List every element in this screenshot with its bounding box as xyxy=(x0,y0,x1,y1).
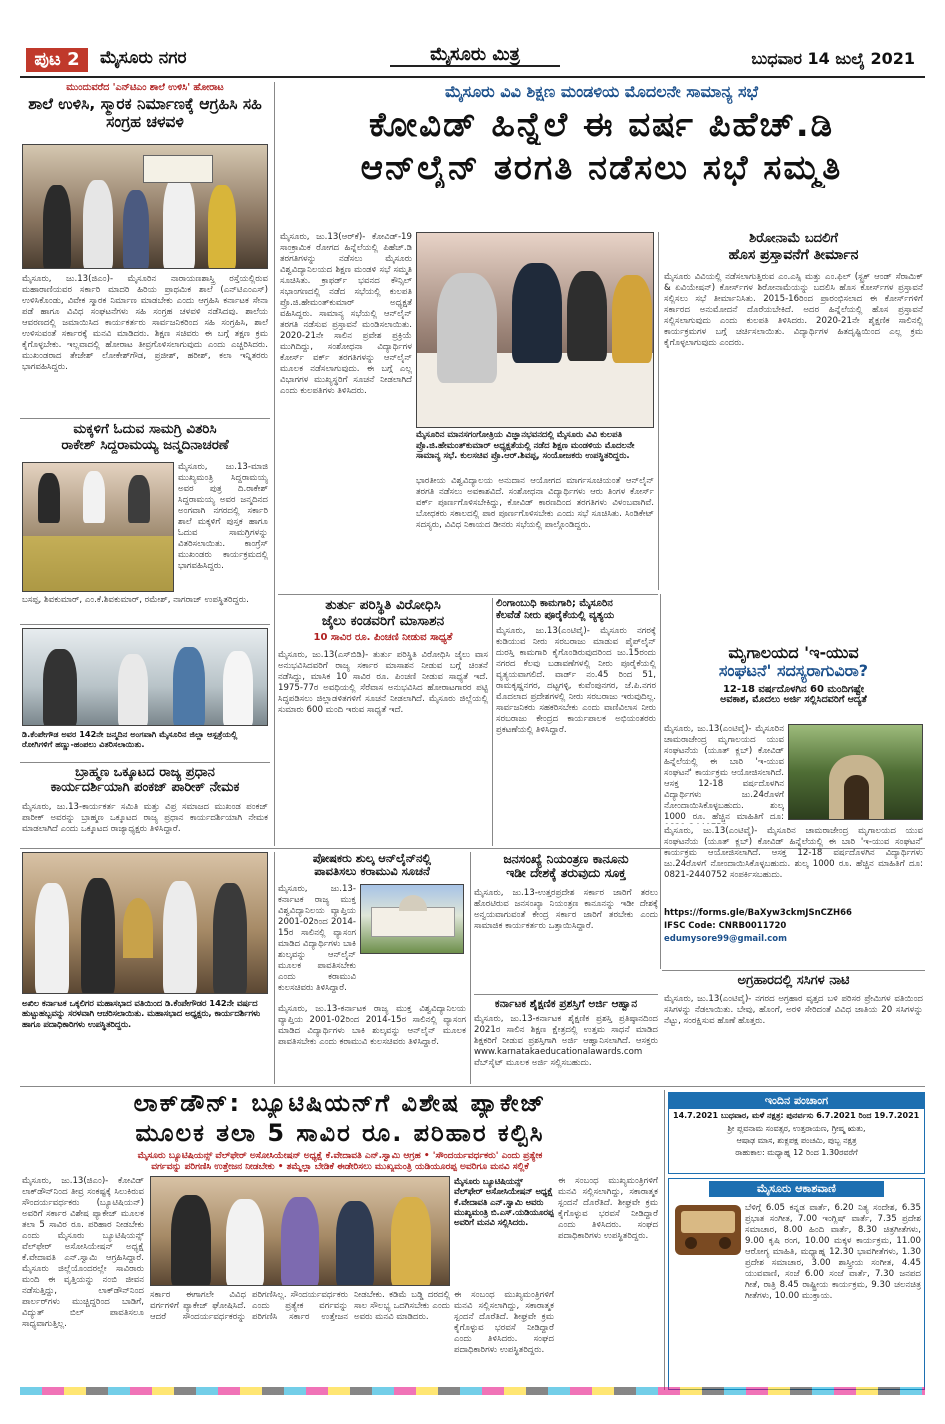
radio-title: ಮೈಸೂರು ಆಕಾಶವಾಣಿ xyxy=(709,1181,884,1197)
story-headline: ಮೃಗಾಲಯದ 'ಇ-ಯುವ xyxy=(728,643,859,662)
section-title: ಮೈಸೂರು ನಗರ xyxy=(100,48,187,68)
memorandum-photo xyxy=(150,1176,450,1286)
story-award xyxy=(474,998,658,1084)
story-headline: ಕೆಲವೆಡೆ ನೀರು ಪೂರೈಕೆಯಲ್ಲಿ ವ್ಯತ್ಯಯ xyxy=(496,609,615,621)
story-deck: ಮೈಸೂರು ಬ್ಯೂಟಿಷಿಯನ್ಸ್ ವೆಲ್‌ಫೇರ್ ಅಸೋಸಿಯೇಷನ್ ಅಧ್ಯಕ್ಷೆ ಕೆ.ವೇದಾವತಿ ಎನ್.ಸ್ವಾಮಿ ಆಗ್ರಹ • 'ಸೌಂದರ್ಯವರ್ಧಕರು' ಎಂದು ಪ್ರತ್ಯೇಕ xyxy=(137,1151,543,1162)
story-body: ಮೈಸೂರು, ಜು.13-ಮಾಜಿ ಮುಖ್ಯಮಂತ್ರಿ ಸಿದ್ದರಾಮಯ್ಯ ಅವರ ಪುತ್ರ ದಿ.ರಾಕೇಶ್ ಸಿದ್ದರಾಮಯ್ಯ ಅವರ ಜನ್ಮದಿನದ ಅಂಗವಾಗಿ ನಗರದಲ್ಲಿ ಸರ್ಕಾರಿ ಶಾಲೆ ಮಕ್ಕಳಿಗೆ ಪುಸ್ತಕ ಹಾಗೂ ಓದುವ ಸಾಮಗ್ರಿಗಳನ್ನು ವಿತರಿಸಲಾಯಿತು. ಕಾಂಗ್ರೆಸ್ ಮುಖಂಡರು ಕಾರ್ಯಕ್ರಮದಲ್ಲಿ ಭಾಗವಹಿಸಿದ್ದರು. xyxy=(178,462,268,571)
story-body: ಸರ್ಕಾರ ಈಗಾಗಲೇ ವಿವಿಧ ವರ್ಗಗಳಿಗೆ ಪ್ಯಾಕೇಜ್ ಘೋಷಿಸಿದೆ. ಆದರೆ ಸೌಂದರ್ಯವರ್ಧಕರನ್ನು ಪರಿಗಣಿಸಿಲ್ಲ. ಸೌಂದರ್ಯವರ್ಧಕರು ಎಂದು ಪ್ರತ್ಯೇಕ ವರ್ಗವನ್ನು ಪರಿಗಣಿಸಿ ಸರ್ಕಾರ ಉತ್ತೇಜನ ನೀಡಬೇಕು. ಕಡಿಮೆ ಬಡ್ಡಿ ದರದಲ್ಲಿ ಸಾಲ ಸೌಲಭ್ಯ ಒದಗಿಸಬೇಕು ಎಂದು ಅವರು ಮನವಿ ಮಾಡಿದರು. xyxy=(150,1290,450,1322)
ifsc-code: IFSC Code: CNRB0011720 xyxy=(664,921,787,931)
story-headline: ತುರ್ತು ಪರಿಸ್ಥಿತಿ ವಿರೋಧಿಸಿ xyxy=(325,597,441,613)
story-headline: ಮಕ್ಕಳಿಗೆ ಓದುವ ಸಾಮಗ್ರಿ ವಿತರಿಸಿ xyxy=(73,421,217,437)
story-headline: ಪೋಷಕರು ಶುಲ್ಕ ಆನ್‌ಲೈನ್‌ನಲ್ಲಿ xyxy=(312,851,432,865)
newspaper-page xyxy=(20,40,925,1395)
story-lead xyxy=(278,82,925,227)
story-headline: ಅಗ್ರಹಾರದಲ್ಲಿ ಸಸಿಗಳ ನಾಟಿ xyxy=(737,973,850,988)
story-headline: ರಾಕೇಶ್ ಸಿದ್ದರಾಮಯ್ಯ ಜನ್ಮದಿನಾಚರಣೆ xyxy=(61,436,229,453)
photo-caption: ಅಖಿಲ ಕರ್ನಾಟಕ ಒಕ್ಕಲಿಗರ ಮಹಾಸಭಾದ ವತಿಯಿಂದ ಡಿ.ಕೆಂಪೇಗೌಡರ 142ನೇ ವರ್ಷದ ಹುಟ್ಟುಹಬ್ಬವನ್ನು ಸರಳವಾಗಿ ಆಚರಿಸಲಾಯಿತು. ಮಹಾಸಭಾದ ಅಧ್ಯಕ್ಷರು, ಕಾರ್ಯದರ್ಶಿಗಳು ಹಾಗೂ ಪದಾಧಿಕಾರಿಗಳು ಉಪಸ್ಥಿತರಿದ್ದರು. xyxy=(22,998,261,1029)
story-headline: ಇಡೀ ದೇಶಕ್ಕೆ ತರುವುದು ಸೂಕ್ತ xyxy=(506,865,626,881)
lead-headline-line2: ಆನ್‌ಲೈನ್ ತರಗತಿ ನಡೆಸಲು ಸಭೆ ಸಮ್ಮತಿ xyxy=(360,149,843,189)
story-deck: ವರ್ಗವನ್ನು ಪರಿಗಣಿಸಿ ಉತ್ತೇಜನ ನೀಡಬೇಕು • ತಮ್ಮೆಲ್ಲಾ ಬೇಡಿಕೆ ಈಡೇರಿಸಲು ಮುಖ್ಯಮಂತ್ರಿ ಯಡಿಯೂರಪ್ಪ ಅವರಿಗೂ ಮನವಿ ಸಲ್ಲಿಕೆ xyxy=(151,1161,529,1172)
story-trees xyxy=(662,974,925,1082)
story-statue xyxy=(20,852,270,1084)
children-photo xyxy=(22,462,174,592)
story-headline: ಬ್ರಾಹ್ಮಣ ಒಕ್ಕೂಟದ ರಾಜ್ಯ ಪ್ರಧಾನ xyxy=(75,765,215,780)
panchanga-line: ಆಷಾಢ ಮಾಸ, ಶುಕ್ಲಪಕ್ಷ ಪಂಚಮಿ, ಪುಬ್ಬ ನಕ್ಷತ್ರ xyxy=(736,1136,857,1145)
story-headline: ಹೊಸ ಪ್ರಸ್ತಾವನೆಗೆ ತೀರ್ಮಾನ xyxy=(728,246,859,263)
lead-photo-caption: ಮೈಸೂರಿನ ಮಾನಸಗಂಗೋತ್ರಿಯ ವಿಜ್ಞಾನಭವನದಲ್ಲಿ ಮೈಸೂರು ವಿವಿ ಕುಲಪತಿ ಪ್ರೊ.ಜಿ.ಹೇಮಂತ್‌ಕುಮಾರ್ ಅಧ್ಯಕ್ಷತೆಯಲ್ಲಿ ನಡೆದ ಶಿಕ್ಷಣ ಮಂಡಳಿಯ ಮೊದಲನೇ ಸಾಮಾನ್ಯ ಸಭೆ. ಕುಲಸಚಿವ ಪ್ರೊ.ಆರ್.ಶಿವಪ್ಪ, ಸಂಯೋಜಕರು ಉಪಸ್ಥಿತರಿದ್ದರು. xyxy=(416,430,635,462)
color-registration-strip xyxy=(20,1387,925,1395)
story-body-more: ಮೈಸೂರು, ಜು.13-ಕರ್ನಾಟಕ ರಾಜ್ಯ ಮುಕ್ತ ವಿಶ್ವವಿದ್ಯಾನಿಲಯ ವ್ಯಾಪ್ತಿಯ 2001-02ರಿಂದ 2014-15ರ ಸಾಲಿನಲ್ಲಿ ವ್ಯಾಸಂಗ ಮಾಡಿದ ವಿದ್ಯಾರ್ಥಿಗಳು ಬಾಕಿ ಶುಲ್ಕವನ್ನು ಆನ್‌ಲೈನ್ ಮೂಲಕ ಪಾವತಿಸಬೇಕು ಎಂದು ಕರಾಮುವಿ ಕುಲಸಚಿವರು ತಿಳಿಸಿದ್ದಾರೆ. xyxy=(278,1004,466,1047)
newspaper-logo: ಮೈಸೂರು ಮಿತ್ರ xyxy=(390,44,560,67)
hospital-photo xyxy=(22,628,268,726)
story-books xyxy=(20,422,270,622)
story-body: ಮೈಸೂರು, ಜು.13-ಕಾರ್ಯಕರ್ತ ಸಮಿತಿ ಮತ್ತು ವಿಪ್ರ ಸಮಾಜದ ಮುಖಂಡ ಪಂಕಜ್ ಪಾರೀಕ್ ಅವರನ್ನು ಬ್ರಾಹ್ಮಣ ಒಕ್ಕೂಟದ ರಾಜ್ಯ ಪ್ರಧಾನ ಕಾರ್ಯದರ್ಶಿಯಾಗಿ ನೇಮಕ ಮಾಡಲಾಗಿದೆ ಎಂದು ಒಕ್ಕೂಟದ ರಾಜ್ಯಾಧ್ಯಕ್ಷರು ತಿಳಿಸಿದ್ದಾರೆ. xyxy=(22,802,268,834)
lead-body-left: ಮೈಸೂರು, ಜು.13(ಆರ್‌ಕೆ)- ಕೋವಿಡ್-19 ಸಾಂಕ್ರಾಮಿಕ ರೋಗದ ಹಿನ್ನೆಲೆಯಲ್ಲಿ ಪಿಹೆಚ್.ಡಿ ತರಗತಿಗಳನ್ನು ನಡೆಸಲು ಮೈಸೂರು ವಿಶ್ವವಿದ್ಯಾನಿಲಯದ ಶಿಕ್ಷಣ ಮಂಡಳಿ ಸಭೆ ಸಮ್ಮತಿ ಸೂಚಿಸಿತು. ಕ್ರಾಫರ್ಡ್ ಭವನದ ಕೌನ್ಸಿಲ್ ಸಭಾಂಗಣದಲ್ಲಿ ನಡೆದ ಸಭೆಯಲ್ಲಿ ಕುಲಪತಿ ಪ್ರೊ.ಜಿ.ಹೇಮಂತ್‌ಕುಮಾರ್ ಅಧ್ಯಕ್ಷತೆ ವಹಿಸಿದ್ದರು. ಸಾಮಾನ್ಯ ಸಭೆಯಲ್ಲಿ ಆನ್‌ಲೈನ್ ತರಗತಿ ನಡೆಸುವ ಪ್ರಸ್ತಾವನೆ ಮಂಡಿಸಲಾಯಿತು. 2020-21ನೇ ಸಾಲಿನ ಪ್ರವೇಶ ಪ್ರಕ್ರಿಯೆ ಮುಗಿದಿದ್ದು, ಸಂಶೋಧನಾ ವಿದ್ಯಾರ್ಥಿಗಳ ಕೋರ್ಸ್ ವರ್ಕ್ ತರಗತಿಗಳನ್ನು ಆನ್‌ಲೈನ್ ಮೂಲಕ ನಡೆಸಲಾಗುವುದು. ಈ ಬಗ್ಗೆ ಎಲ್ಲ ವಿಭಾಗಗಳ ಮುಖ್ಯಸ್ಥರಿಗೆ ಸೂಚನೆ ನೀಡಲಾಗಿದೆ ಎಂದು ಕುಲಪತಿಗಳು ತಿಳಿಸಿದರು. xyxy=(280,232,412,396)
masthead xyxy=(20,40,925,78)
story-body: ಮೈಸೂರು, ಜು.13-ಕರ್ನಾಟಕ ರಾಜ್ಯ ಮುಕ್ತ ವಿಶ್ವವಿದ್ಯಾನಿಲಯ ವ್ಯಾಪ್ತಿಯ 2001-02ರಿಂದ 2014-15ರ ಸಾಲಿನಲ್ಲಿ ವ್ಯಾಸಂಗ ಮಾಡಿದ ವಿದ್ಯಾರ್ಥಿಗಳು ಬಾಕಿ ಶುಲ್ಕವನ್ನು ಆನ್‌ಲೈನ್ ಮೂಲಕ ಪಾವತಿಸಬೇಕು ಎಂದು ಕರಾಮುವಿ ಕುಲಸಚಿವರು ತಿಳಿಸಿದ್ದಾರೆ. xyxy=(278,884,356,993)
story-subhead: 10 ಸಾವಿರ ರೂ. ಪಿಂಚಣಿ ನೀಡುವ ಸಾಧ್ಯತೆ xyxy=(313,632,453,644)
story-hospital xyxy=(20,628,270,760)
beauty-headline-line2: ಮೂಲಕ ತಲಾ 5 ಸಾವಿರ ರೂ. ಪರಿಹಾರ ಕಲ್ಪಿಸಿ xyxy=(135,1119,545,1147)
story-school xyxy=(20,82,270,417)
page-number-badge: ಪುಟ 2 xyxy=(26,48,88,72)
story-body: ಈ ಸಂಬಂಧ ಮುಖ್ಯಮಂತ್ರಿಗಳಿಗೆ ಮನವಿ ಸಲ್ಲಿಸಲಾಗಿದ್ದು, ಸಕಾರಾತ್ಮಕ ಸ್ಪಂದನೆ ದೊರೆತಿದೆ. ಶೀಘ್ರವೇ ಕ್ರಮ ಕೈಗೊಳ್ಳುವ ಭರವಸೆ ನೀಡಿದ್ದಾರೆ ಎಂದು ತಿಳಿಸಿದರು. ಸಂಘದ ಪದಾಧಿಕಾರಿಗಳು ಉಪಸ್ಥಿತರಿದ್ದರು. xyxy=(558,1176,658,1241)
photo-caption: ಮೈಸೂರು ಬ್ಯೂಟಿಷಿಯನ್ಸ್ ವೆಲ್‌ಫೇರ್ ಅಸೋಸಿಯೇಷನ್ ಅಧ್ಯಕ್ಷೆ ಕೆ.ವೇದಾವತಿ ಎನ್.ಸ್ವಾಮಿ ಅವರು ಮುಖ್ಯಮಂತ್ರಿ ಬಿ.ಎಸ್.ಯಡಿಯೂರಪ್ಪ ಅವರಿಗೆ ಮನವಿ ಸಲ್ಲಿಸಿದರು. xyxy=(454,1176,554,1228)
panchanga-line: ರಾಹುಕಾಲ: ಮಧ್ಯಾಹ್ನ 12 ರಿಂದ 1.30ರವರೆಗೆ xyxy=(735,1148,858,1157)
story-brahmin xyxy=(20,766,270,846)
story-kicker: ಶಿರೋನಾಮೆ ಬದಲಿಗೆ xyxy=(749,231,838,246)
story-headline: ಸಂಘಟನೆ' ಸದಸ್ಯರಾಗುವಿರಾ? xyxy=(718,661,869,681)
radio-box xyxy=(668,1178,925,1390)
university-building-photo xyxy=(360,884,464,954)
story-body: ಮೈಸೂರು, ಜು.13(ಜಿಎಂ)- ಕೋವಿಡ್ ಲಾಕ್‌ಡೌನ್‌ನಿಂದ ತೀವ್ರ ಸಂಕಷ್ಟಕ್ಕೆ ಸಿಲುಕಿರುವ ಸೌಂದರ್ಯವರ್ಧಕರು (ಬ್ಯೂಟಿಷಿಯನ್) ಅವರಿಗೆ ಸರ್ಕಾರ ವಿಶೇಷ ಪ್ಯಾಕೇಜ್ ಮೂಲಕ ತಲಾ 5 ಸಾವಿರ ರೂ. ಪರಿಹಾರ ನೀಡಬೇಕು ಎಂದು ಮೈಸೂರು ಬ್ಯೂಟಿಷಿಯನ್ಸ್ ವೆಲ್‌ಫೇರ್ ಅಸೋಸಿಯೇಷನ್ ಅಧ್ಯಕ್ಷೆ ಕೆ.ವೇದಾವತಿ ಎನ್.ಸ್ವಾಮಿ ಆಗ್ರಹಿಸಿದ್ದಾರೆ. ಮೈಸೂರು ಜಿಲ್ಲೆಯೊಂದರಲ್ಲೇ ಸಾವಿರಾರು ಮಂದಿ ಈ ವೃತ್ತಿಯನ್ನು ನಂಬಿ ಜೀವನ ನಡೆಸುತ್ತಿದ್ದು, ಲಾಕ್‌ಡೌನ್‌ನಿಂದ ಪಾರ್ಲರ್‌ಗಳು ಮುಚ್ಚಿದ್ದರಿಂದ ಬಾಡಿಗೆ, ವಿದ್ಯುತ್ ಬಿಲ್ ಪಾವತಿಸಲೂ ಸಾಧ್ಯವಾಗುತ್ತಿಲ್ಲ. xyxy=(22,1176,144,1329)
radio-schedule: ಬೆಳಿಗ್ಗೆ 6.05 ಕನ್ನಡ ವಾರ್ತೆ, 6.20 ನಿತ್ಯ ಸಂದೇಶ, 6.35 ಪ್ರಭಾತ ಸಂಗೀತ, 7.00 ಇಂಗ್ಲಿಷ್ ವಾರ್ತೆ, 7.35 ಪ್ರದೇಶ ಸಮಾಚಾರ, 8.00 ಹಿಂದಿ ವಾರ್ತೆ, 8.30 ಚಿತ್ರಗೀತೆಗಳು, 9.00 ಕೃಷಿ ರಂಗ, 10.00 ಮಕ್ಕಳ ಕಾರ್ಯಕ್ರಮ, 11.00 ಆರೋಗ್ಯ ಮಾಹಿತಿ, ಮಧ್ಯಾಹ್ನ 12.30 ಭಾವಗೀತೆಗಳು, 1.30 ಪ್ರದೇಶ ಸಮಾಚಾರ, 3.00 ಶಾಸ್ತ್ರೀಯ ಸಂಗೀತ, 4.45 ಯುವವಾಣಿ, ಸಂಜೆ 6.00 ಸಂಜೆ ವಾರ್ತೆ, 7.30 ಜನಪದ ಗೀತೆ, ರಾತ್ರಿ 8.45 ರಾಷ್ಟ್ರೀಯ ಕಾರ್ಯಕ್ರಮ, 9.30 ಚಲನಚಿತ್ರ ಗೀತೆಗಳು, 10.00 ಮುಕ್ತಾಯ. xyxy=(745,1203,921,1301)
story-beauty xyxy=(20,1090,660,1390)
story-kicker: ಮುಂದುವರೆದ 'ಎನ್‌ಟಿಎಂ ಶಾಲೆ ಉಳಿಸಿ' ಹೋರಾಟ xyxy=(66,82,224,93)
issue-date: ಬುಧವಾರ 14 ಜುಲೈ 2021 xyxy=(751,49,915,68)
story-headline: ಜನಸಂಖ್ಯೆ ನಿಯಂತ್ರಣ ಕಾನೂನು xyxy=(503,851,629,866)
story-kicker: ಮೈಸೂರು ವಿವಿ ಶಿಕ್ಷಣ ಮಂಡಳಿಯ ಮೊದಲನೇ ಸಾಮಾನ್ಯ ಸಭೆ xyxy=(444,82,759,101)
story-body: ಈ ಸಂಬಂಧ ಮುಖ್ಯಮಂತ್ರಿಗಳಿಗೆ ಮನವಿ ಸಲ್ಲಿಸಲಾಗಿದ್ದು, ಸಕಾರಾತ್ಮಕ ಸ್ಪಂದನೆ ದೊರೆತಿದೆ. ಶೀಘ್ರವೇ ಕ್ರಮ ಕೈಗೊಳ್ಳುವ ಭರವಸೆ ನೀಡಿದ್ದಾರೆ ಎಂದು ತಿಳಿಸಿದರು. ಸಂಘದ ಪದಾಧಿಕಾರಿಗಳು ಉಪಸ್ಥಿತರಿದ್ದರು. xyxy=(454,1290,554,1355)
registration-link[interactable]: https://forms.gle/BaXyw3ckmJSnCZH66 xyxy=(664,908,852,918)
radio-icon xyxy=(675,1205,741,1255)
story-body: ಮೈಸೂರು, ಜು.13-ಉತ್ತರಪ್ರದೇಶ ಸರ್ಕಾರ ಜಾರಿಗೆ ತರಲು ಹೊರಟಿರುವ ಜನಸಂಖ್ಯಾ ನಿಯಂತ್ರಣ ಕಾನೂನನ್ನು ಇಡೀ ದೇಶಕ್ಕೆ ಅನ್ವಯವಾಗುವಂತೆ ಕೇಂದ್ರ ಸರ್ಕಾರ ಜಾರಿಗೆ ತರಬೇಕು ಎಂದು ಸಾಮಾಜಿಕ ಕಾರ್ಯಕರ್ತರು ಒತ್ತಾಯಿಸಿದ್ದಾರೆ. xyxy=(474,888,658,931)
story-headline: ಕರ್ನಾಟಕ ಶೈಕ್ಷಣಿಕ ಪ್ರಶಸ್ತಿಗೆ ಅರ್ಜಿ ಆಹ್ವಾನ xyxy=(494,998,638,1010)
contact-email[interactable]: edumysore99@gmail.com xyxy=(664,934,787,944)
story-youth-box xyxy=(662,644,925,968)
story-census xyxy=(474,852,658,992)
story-water xyxy=(496,598,658,846)
story-body: ಮೈಸೂರು, ಜು.13(ಎಂಟಿವೈ)- ಮೈಸೂರಿನ ಚಾಮರಾಜೇಂದ್ರ ಮೃಗಾಲಯದ ಯುವ ಸಂಘಟನೆಯ (ಯೂತ್ ಕ್ಲಬ್) ಕೋವಿಡ್ ಹಿನ್ನೆಲೆಯಲ್ಲಿ ಈ ಬಾರಿ 'ಇ-ಯುವ ಸಂಘಟನೆ' ಕಾರ್ಯಕ್ರಮ ಆಯೋಜಿಸಲಾಗಿದೆ. ಆಸಕ್ತ 12-18 ವರ್ಷದೊಳಗಿನ ವಿದ್ಯಾರ್ಥಿಗಳು ಜು.24ರೊಳಗೆ ನೋಂದಾಯಿಸಿಕೊಳ್ಳಬಹುದು. ಶುಲ್ಕ 1000 ರೂ. ಹೆಚ್ಚಿನ ಮಾಹಿತಿಗೆ ದೂ: xyxy=(664,724,784,822)
statue-photo xyxy=(22,852,268,994)
story-body: ಮೈಸೂರು, ಜು.13(ಜಿಎಂ)- ಮೈಸೂರಿನ ನಾರಾಯಣಶಾಸ್ತ್ರಿ ರಸ್ತೆಯಲ್ಲಿರುವ ಮಹಾರಾಣಿಯವರ ಸರ್ಕಾರಿ ಮಾದರಿ ಹಿರಿಯ ಪ್ರಾಥಮಿಕ ಶಾಲೆ (ಎನ್‌ಟಿಎಂಎಸ್) ಉಳಿಸಿಕೊಂಡು, ವಿವೇಕ ಸ್ಮಾರಕ ನಿರ್ಮಾಣ ಮಾಡಬೇಕು ಎಂದು ಆಗ್ರಹಿಸಿ ಕರ್ನಾಟಕ ಸೇನಾ ಪಡೆ ಹಾಗೂ ವಿವಿಧ ಸಂಘಟನೆಗಳು ಸಹಿ ಸಂಗ್ರಹ ಚಳವಳಿ ನಡೆಸಿದವು. ಶಾಲೆಯ ಆವರಣದಲ್ಲಿ ಜಮಾಯಿಸಿದ ಕಾರ್ಯಕರ್ತರು ಸಾರ್ವಜನಿಕರಿಂದ ಸಹಿ ಸಂಗ್ರಹಿಸಿ, ಶಾಲೆ ಉಳಿಸುವಂತೆ ಸರ್ಕಾರಕ್ಕೆ ಮನವಿ ಮಾಡಿದರು. ಶಿಕ್ಷಣ ಸಚಿವರು ಈ ಬಗ್ಗೆ ತಕ್ಷಣ ಕ್ರಮ ಕೈಗೊಳ್ಳಬೇಕು. ಇಲ್ಲವಾದಲ್ಲಿ ಹೋರಾಟ ತೀವ್ರಗೊಳಿಸಲಾಗುವುದು ಎಂದು ಎಚ್ಚರಿಸಿದರು. ಮುಖಂಡರಾದ ತೇಜೇಶ್ ಲೋಕೇಶ್‌ಗೌಡ, ಪ್ರಜೀಶ್, ಹರೀಶ್, ಕಲಾ ಇನ್ನಿತರರು ಭಾಗವಹಿಸಿದ್ದರು. xyxy=(22,274,268,372)
story-subhead: 12-18 ವರ್ಷದೊಳಗಿನ 60 ಮಂದಿಗಷ್ಟೇ xyxy=(722,683,865,695)
story-body-more: ಮೈಸೂರು, ಜು.13(ಎಂಟಿವೈ)- ಮೈಸೂರಿನ ಚಾಮರಾಜೇಂದ್ರ ಮೃಗಾಲಯದ ಯುವ ಸಂಘಟನೆಯ (ಯೂತ್ ಕ್ಲಬ್) ಕೋವಿಡ್ ಹಿನ್ನೆಲೆಯಲ್ಲಿ ಈ ಬಾರಿ 'ಇ-ಯುವ ಸಂಘಟನೆ' ಕಾರ್ಯಕ್ರಮ ಆಯೋಜಿಸಲಾಗಿದೆ. ಆಸಕ್ತ 12-18 ವರ್ಷದೊಳಗಿನ ವಿದ್ಯಾರ್ಥಿಗಳು ಜು.24ರೊಳಗೆ ನೋಂದಾಯಿಸಿಕೊಳ್ಳಬಹುದು. ಶುಲ್ಕ 1000 ರೂ. ಹೆಚ್ಚಿನ ಮಾಹಿತಿಗೆ ದೂ: 0821-2440752 ಸಂಪರ್ಕಿಸಬಹುದು. xyxy=(664,826,923,880)
photo-caption: ಡಿ.ಕೆಂಪೇಗೌಡ ಅವರ 142ನೇ ಜನ್ಮದಿನ ಅಂಗವಾಗಿ ಮೈಸೂರಿನ ಜಿಲ್ಲಾ ಆಸ್ಪತ್ರೆಯಲ್ಲಿ ರೋಗಿಗಳಿಗೆ ಹಣ್ಣು-ಹಂಪಲು ವಿತರಿಸಲಾಯಿತು. xyxy=(22,729,238,750)
story-body: ಮೈಸೂರು, ಜು.13(ಎಸ್‌ಬಿಡಿ)- ತುರ್ತು ಪರಿಸ್ಥಿತಿ ವಿರೋಧಿಸಿ ಜೈಲು ವಾಸ ಅನುಭವಿಸಿದವರಿಗೆ ರಾಜ್ಯ ಸರ್ಕಾರ ಮಾಸಾಶನ ನೀಡುವ ಬಗ್ಗೆ ಚಿಂತನೆ ನಡೆಸಿದ್ದು, ಮಾಸಿಕ 10 ಸಾವಿರ ರೂ. ಪಿಂಚಣಿ ನೀಡುವ ಸಾಧ್ಯತೆ ಇದೆ. 1975-77ರ ಅವಧಿಯಲ್ಲಿ ಸೆರೆವಾಸ ಅನುಭವಿಸಿದ ಹೋರಾಟಗಾರರ ಪಟ್ಟಿ ಸಿದ್ಧಪಡಿಸಲು ಜಿಲ್ಲಾಡಳಿತಗಳಿಗೆ ಸೂಚನೆ ನೀಡಲಾಗಿದೆ. ಮೈಸೂರು ಜಿಲ್ಲೆಯಲ್ಲಿ ಸುಮಾರು 600 ಮಂದಿ ಇರುವ ಸಾಧ್ಯತೆ ಇದೆ. xyxy=(278,650,488,715)
story-body: ಮೈಸೂರು, ಜು.13(ಎಂಟಿವೈ)- ನಗರದ ಅಗ್ರಹಾರ ವೃತ್ತದ ಬಳಿ ಪರಿಸರ ಪ್ರೇಮಿಗಳ ವತಿಯಿಂದ ಸಸಿಗಳನ್ನು ನೆಡಲಾಯಿತು. ಬೇವು, ಹೊಂಗೆ, ಅರಳಿ ಸೇರಿದಂತೆ ವಿವಿಧ ಜಾತಿಯ 20 ಸಸಿಗಳನ್ನು ನೆಟ್ಟು, ಸಂರಕ್ಷಿಸುವ ಹೊಣೆ ಹೊತ್ತರು. xyxy=(664,994,923,1026)
story-body: ಮೈಸೂರು, ಜು.13(ಎಂಟಿವೈ)- ಮೈಸೂರು ನಗರಕ್ಕೆ ಕುಡಿಯುವ ನೀರು ಸರಬರಾಜು ಮಾಡುವ ಪೈಪ್‌ಲೈನ್ ದುರಸ್ತಿ ಕಾಮಗಾರಿ ಕೈಗೊಂಡಿರುವುದರಿಂದ ಜು.15ರಂದು ನಗರದ ಕೆಲವು ಬಡಾವಣೆಗಳಲ್ಲಿ ನೀರು ಪೂರೈಕೆಯಲ್ಲಿ ವ್ಯತ್ಯಯವಾಗಲಿದೆ. ವಾರ್ಡ್ ನಂ.45 ರಿಂದ 51, ರಾಮಕೃಷ್ಣನಗರ, ದಟ್ಟಗಳ್ಳಿ, ಕುವೆಂಪುನಗರ, ಜೆ.ಪಿ.ನಗರ ಮೊದಲಾದ ಪ್ರದೇಶಗಳಲ್ಲಿ ನೀರು ಸರಬರಾಜು ಇರುವುದಿಲ್ಲ. ಸಾರ್ವಜನಿಕರು ಸಹಕರಿಸಬೇಕು ಎಂದು ವಾಣಿವಿಲಾಸ ನೀರು ಸರಬರಾಜು ಕೇಂದ್ರದ ಕಾರ್ಯಪಾಲಕ ಅಭಿಯಂತರರು ಪ್ರಕಟಣೆಯಲ್ಲಿ ತಿಳಿಸಿದ್ದಾರೆ. xyxy=(496,626,656,735)
lead-body-bottom: ಭಾರತೀಯ ವಿಶ್ವವಿದ್ಯಾಲಯ ಅನುದಾನ ಆಯೋಗದ ಮಾರ್ಗಸೂಚಿಯಂತೆ ಆನ್‌ಲೈನ್ ತರಗತಿ ನಡೆಸಲು ಅವಕಾಶವಿದೆ. ಸಂಶೋಧನಾ ವಿದ್ಯಾರ್ಥಿಗಳು ಆರು ತಿಂಗಳ ಕೋರ್ಸ್ ವರ್ಕ್ ಪೂರ್ಣಗೊಳಿಸಬೇಕಿದ್ದು, ಕೋವಿಡ್ ಕಾರಣದಿಂದ ತರಗತಿಗಳು ವಿಳಂಬವಾಗಿವೆ. ಬೋಧಕರು ಸಕಾಲದಲ್ಲಿ ಪಾಠ ಪೂರ್ಣಗೊಳಿಸಬೇಕು ಎಂದು ಸಭೆ ಸೂಚಿಸಿತು. ಸಿಂಡಿಕೇಟ್ ಸದಸ್ಯರು, ವಿವಿಧ ನಿಕಾಯದ ಡೀನರು ಸಭೆಯಲ್ಲಿ ಪಾಲ್ಗೊಂಡಿದ್ದರು. xyxy=(416,476,654,530)
story-headline: ಪಾವತಿಸಲು ಕರಾಮುವಿ ಸೂಚನೆ xyxy=(314,864,430,879)
lead-headline-line1: ಕೋವಿಡ್ ಹಿನ್ನೆಲೆ ಈ ವರ್ಷ ಪಿಹೆಚ್.ಡಿ xyxy=(368,106,835,145)
panchanga-box xyxy=(668,1092,925,1174)
story-fees xyxy=(278,852,466,1084)
story-headline: ಜೈಲು ಕಂಡವರಿಗೆ ಮಾಸಾಶನ xyxy=(321,612,445,629)
story-jail xyxy=(278,598,488,846)
beauty-headline-line1: ಲಾಕ್‌ಡೌನ್: ಬ್ಯೂಟಿಷಿಯನ್‌ಗೆ ವಿಶೇಷ ಪ್ಯಾಕೇಜ್ xyxy=(133,1090,547,1117)
story-body: ಮೈಸೂರು ವಿವಿಯಲ್ಲಿ ನಡೆಸಲಾಗುತ್ತಿರುವ ಎಂ.ಎಸ್ಸಿ ಮತ್ತು ಎಂ.ಫಿಲ್ (ಸ್ಟ್ರಕ್ ಆಂಡ್ ಸೆರಾಮಿಕ್ & ಏವಿಯೇಷನ್) ಕೋರ್ಸ್‌ಗಳ ಶಿರೋನಾಮೆಯನ್ನು ಬದಲಿಸಿ ಹೊಸ ಕೋರ್ಸ್‌ಗಳ ಪ್ರಸ್ತಾವನೆ ಸಲ್ಲಿಸಲು ಸಭೆ ತೀರ್ಮಾನಿಸಿತು. 2015-16ರಿಂದ ಪ್ರಾರಂಭಿಸಲಾದ ಈ ಕೋರ್ಸ್‌ಗಳಿಗೆ ಸರ್ಕಾರದ ಅನುಮೋದನೆ ದೊರೆಯಬೇಕಿದೆ. ಅದರ ಹಿನ್ನೆಲೆಯಲ್ಲಿ ಹೊಸ ಪ್ರಸ್ತಾವನೆ ಸಲ್ಲಿಸಲಾಗುವುದು ಎಂದು ಕುಲಪತಿ ತಿಳಿಸಿದರು. 2020-21ನೇ ಶೈಕ್ಷಣಿಕ ಸಾಲಿನಲ್ಲಿ ಕಾರ್ಯಕ್ರಮಗಳ ಬಗ್ಗೆ ಚರ್ಚಿಸಲಾಯಿತು. ವಿದ್ಯಾರ್ಥಿಗಳ ಹಿತದೃಷ್ಟಿಯಿಂದ ಎಲ್ಲ ಕ್ರಮ ಕೈಗೊಳ್ಳಲಾಗುವುದು ಎಂದರು. xyxy=(664,272,923,348)
story-headline: ಕಾರ್ಯದರ್ಶಿಯಾಗಿ ಪಂಕಜ್ ಪಾರೀಕ್ ನೇಮಕ xyxy=(50,779,240,795)
meeting-photo xyxy=(416,232,654,428)
panchanga-line: 14.7.2021 ಬುಧವಾರ, ಮಳೆ ನಕ್ಷತ್ರ: ಪುನರ್ವಸು 6.7.2021 ರಿಂದ 19.7.2021 xyxy=(673,1111,920,1120)
panchanga-line: ಶ್ರೀ ಪ್ಲವನಾಮ ಸಂವತ್ಸರ, ಉತ್ತರಾಯಣ, ಗ್ರೀಷ್ಮ ಋತು, xyxy=(727,1124,866,1133)
protest-photo xyxy=(22,144,268,269)
panchanga-title: ಇಂದಿನ ಪಂಚಾಂಗ xyxy=(669,1093,924,1109)
story-body: ಮೈಸೂರು, ಜು.13-ಕರ್ನಾಟಕ ಶೈಕ್ಷಣಿಕ ಪ್ರಶಸ್ತಿ ಪ್ರತಿಷ್ಠಾನದಿಂದ 2021ರ ಸಾಲಿನ ಶಿಕ್ಷಣ ಕ್ಷೇತ್ರದಲ್ಲಿ ಉತ್ತಮ ಸಾಧನೆ ಮಾಡಿದ ಶಿಕ್ಷಕರಿಗೆ ನೀಡುವ ಪ್ರಶಸ್ತಿಗಾಗಿ ಅರ್ಜಿ ಆಹ್ವಾನಿಸಲಾಗಿದೆ. ಆಸಕ್ತರು www.karnatakaeducationalawards.com ವೆಬ್‌ಸೈಟ್ ಮೂಲಕ ಅರ್ಜಿ ಸಲ್ಲಿಸಬಹುದು. xyxy=(474,1014,658,1068)
story-headline: ಶಾಲೆ ಉಳಿಸಿ, ಸ್ಮಾರಕ ನಿರ್ಮಾಣಕ್ಕೆ ಆಗ್ರಹಿಸಿ ಸಹಿ ಸಂಗ್ರಹ ಚಳವಳಿ xyxy=(28,96,262,131)
story-subhead: ಅವಕಾಶ, ಮೊದಲು ಅರ್ಜಿ ಸಲ್ಲಿಸಿದವರಿಗೆ ಆದ್ಯತೆ xyxy=(720,694,867,706)
story-rename xyxy=(662,232,925,592)
photo-caption: ಬಸಪ್ಪ, ಶಿವಕುಮಾರ್, ಎಂ.ಕೆ.ಶಿವಕುಮಾರ್, ರಮೇಶ್, ನಾಗರಾಜ್ ಉಪಸ್ಥಿತರಿದ್ದರು. xyxy=(22,595,249,605)
story-headline: ಲಿಂಗಾಂಬುಧಿ ಕಾಮಗಾರಿ; ಮೈಸೂರಿನ xyxy=(496,598,613,609)
zoo-gate-photo xyxy=(788,724,923,820)
